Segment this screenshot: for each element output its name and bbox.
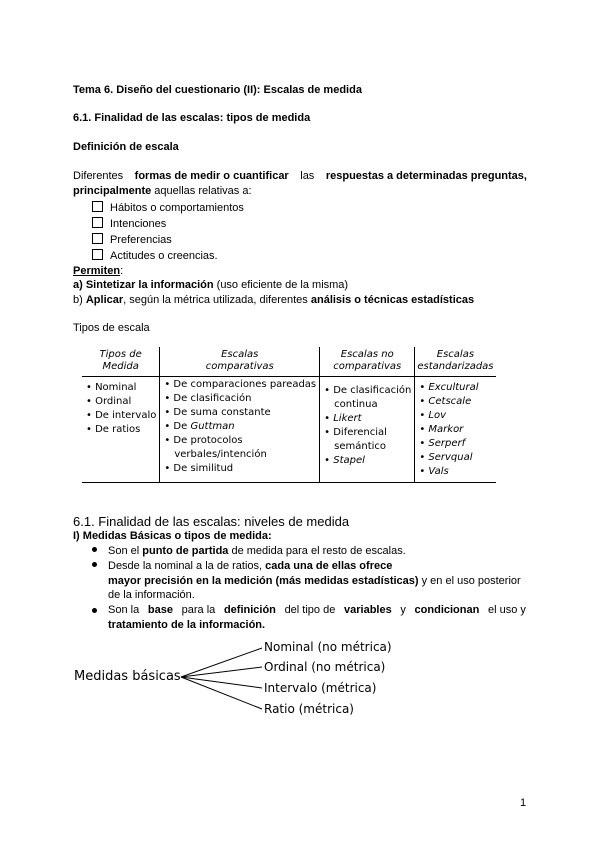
definition-heading: Definición de escala [73,141,179,153]
bullet-continuation: tratamiento de la información. [108,619,266,631]
bullet-continuation: de la información. [108,589,195,601]
diagram-branch-label: Ratio (métrica) [264,702,354,716]
table-header-cell: Escalas no comparativas [320,347,415,377]
checklist-item: Actitudes o creencias. [92,249,218,262]
bullet-item: Son el punto de partida de medida para el resto de escalas. [92,545,406,557]
document-title: Tema 6. Diseño del cuestionario (II): Escalas de medida [73,84,362,96]
checklist-item: Intenciones [92,217,166,230]
intro-line-2: principalmente aquellas relativas a: [73,185,252,197]
tipos-escala-label: Tipos de escala [73,322,150,334]
bullet-item: Desde la nominal a la de ratios, cada una de ellas ofrece [92,560,392,572]
table-header-cell: Escalas estandarizadas [415,347,496,377]
branch-line [181,677,262,688]
diagram-branch-label: Nominal (no métrica) [264,640,392,654]
section-heading-tipos: 6.1. Finalidad de las escalas: tipos de medida [73,112,311,124]
diagram-root-label: Medidas básicas [74,669,181,684]
table-cell-no-comparativas: • De clasificación continua • Likert • Diferencial semántico • Stapel [320,377,415,483]
permiten-label: Permiten: [73,265,124,277]
table-cell-comparativas: • De comparaciones pareadas • De clasificación • De suma constante • De Guttman • De protocolos verbales/intención • De similitud [160,377,320,483]
branch-line [181,667,262,677]
checklist-item: Preferencias [92,233,172,246]
page-number: 1 [520,797,527,809]
bullet-continuation: mayor precisión en la medición (más medidas estadísticas) y en el uso posterior [108,575,521,587]
intro-line-1: Diferentes formas de medir o cuantificar las respuestas a determinadas preguntas, [73,170,527,182]
diagram-branch-label: Ordinal (no métrica) [264,660,386,674]
branch-line [181,677,262,709]
branch-line [181,648,262,677]
medidas-heading: I) Medidas Básicas o tipos de medida: [73,530,272,542]
bullet-item: Son la base para la definición del tipo de variables y condicionan el uso y [92,604,526,616]
checklist-item: Hábitos o comportamientos [92,201,244,214]
section-heading-niveles: 6.1. Finalidad de las escalas: niveles de medida [73,514,350,529]
table-header-cell: Escalas comparativas [160,347,320,377]
table-cell-estandarizadas: • Excultural • Cetscale • Lov • Markor • Serperf • Servqual • Vals [415,377,496,483]
permiten-item-a: a) Sintetizar la información (uso eficiente de la misma) [73,279,349,291]
table-cell-tipos: • Nominal • Ordinal • De intervalo • De ratios [82,377,160,483]
diagram-branch-label: Intervalo (métrica) [264,681,377,695]
table-header-cell: Tipos de Medida [82,347,160,377]
permiten-item-b: b) Aplicar, según la métrica utilizada, diferentes análisis o técnicas estadísticas [73,294,475,306]
